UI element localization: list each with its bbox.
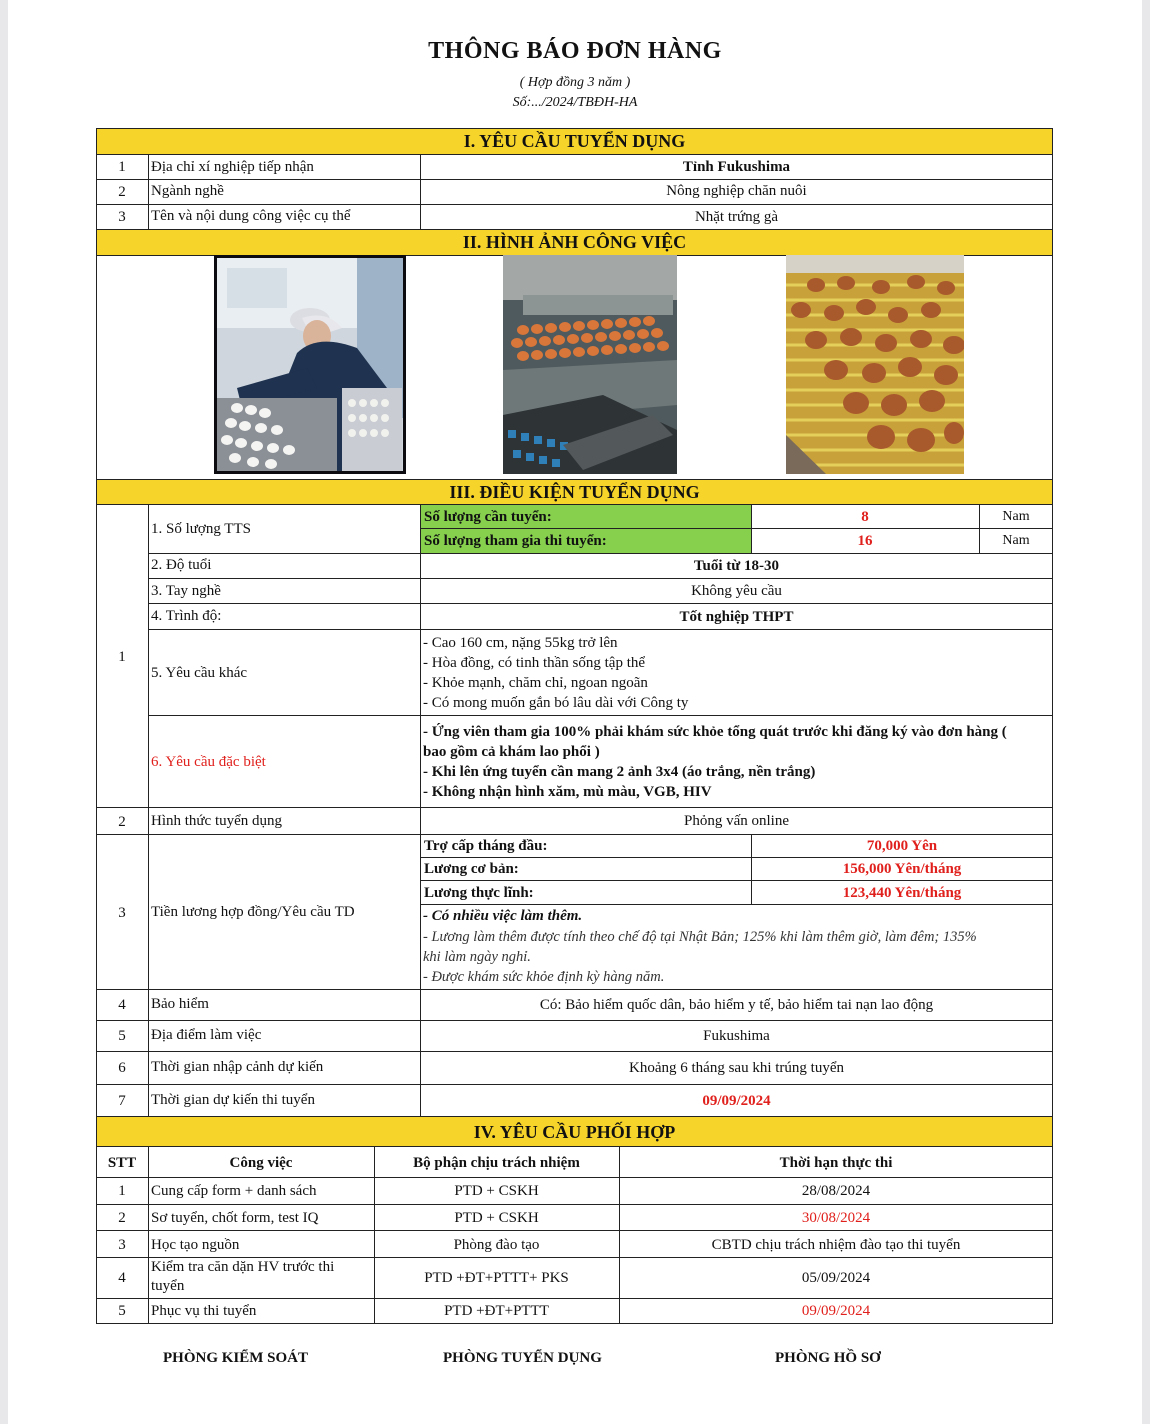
table-row-number: 3 (118, 1237, 126, 1253)
tts-label: 1. Số lượng TTS (151, 521, 251, 537)
net-salary-value: 123,440 Yên/tháng (842, 885, 962, 901)
table-row-dept: PTD + CSKH (454, 1183, 539, 1199)
table-row-deadline: 28/08/2024 (801, 1183, 871, 1199)
form-value: Phỏng vấn online (684, 813, 789, 829)
row-value: Tỉnh Fukushima (682, 159, 791, 175)
overtime-title: - Có nhiều việc làm thêm. (423, 908, 583, 924)
signature-control-dept: PHÒNG KIỂM SOÁT (163, 1350, 309, 1366)
table-row-dept: Phòng đào tạo (453, 1237, 540, 1253)
special-item: - Không nhận hình xăm, mù màu, VGB, HIV (423, 784, 712, 800)
row-number: 5 (118, 1028, 126, 1044)
edu-value: Tốt nghiệp THPT (679, 609, 794, 625)
row-value: Nhặt trứng gà (694, 209, 779, 225)
entry-value: Khoảng 6 tháng sau khi trúng tuyển (629, 1060, 844, 1076)
signature-records-dept: PHÒNG HỒ SƠ (775, 1350, 881, 1366)
salary-label: Tiền lương hợp đồng/Yêu cầu TD (151, 904, 355, 920)
age-value: Tuổi từ 18-30 (693, 558, 780, 574)
skill-value: Không yêu cầu (691, 583, 782, 599)
base-salary-value: 156,000 Yên/tháng (842, 861, 962, 877)
table-row-task: Học tạo nguồn (151, 1237, 240, 1253)
table-row-number: 1 (118, 1183, 126, 1199)
row-number: 6 (118, 1060, 126, 1076)
work-photo-worker (214, 255, 406, 474)
other-label: 5. Yêu cầu khác (151, 665, 248, 681)
special-label: 6. Yêu cầu đặc biệt (151, 754, 266, 770)
edu-label: 4. Trình độ: (151, 608, 222, 624)
column-header-task: Công việc (229, 1155, 293, 1171)
special-item: bao gồm cả khám lao phổi ) (423, 744, 600, 760)
exam-label: Số lượng tham gia thi tuyển: (424, 533, 607, 549)
age-label: 2. Độ tuổi (151, 557, 212, 573)
table-row-task: Sơ tuyển, chốt form, test IQ (151, 1210, 319, 1226)
special-item: - Khi lên ứng tuyển cần mang 2 ảnh 3x4 (áo trắng, nền trắng) (423, 764, 816, 780)
overtime-line: - Lương làm thêm được tính theo chế độ tại Nhật Bản; 125% khi làm thêm giờ, làm đêm; 135% (423, 929, 977, 945)
form-label: Hình thức tuyển dụng (151, 813, 283, 829)
row-label: Ngành nghề (151, 183, 224, 199)
row-label: Tên và nội dung công việc cụ thể (151, 208, 351, 224)
document-title: THÔNG BÁO ĐƠN HÀNG (428, 38, 722, 64)
work-photo-sorting-machine (503, 255, 677, 474)
overtime-line: - Được khám sức khỏe định kỳ hàng năm. (423, 969, 665, 985)
row-value: Nông nghiệp chăn nuôi (666, 183, 807, 199)
need-value: 8 (861, 509, 869, 525)
other-item: - Hòa đồng, có tinh thần sống tập thể (423, 655, 646, 671)
table-row-task: Kiểm tra căn dặn HV trước thi (151, 1259, 335, 1275)
table-row-dept: PTD +ĐT+PTTT+ PKS (424, 1270, 569, 1286)
other-item: - Cao 160 cm, nặng 55kg trở lên (423, 635, 618, 651)
column-header-dept: Bộ phận chịu trách nhiệm (413, 1155, 580, 1171)
document-number: Số:.../2024/TBĐH-HA (512, 95, 638, 110)
need-label: Số lượng cần tuyển: (424, 509, 552, 525)
base-salary-label: Lương cơ bản: (424, 861, 519, 877)
row-number: 7 (118, 1093, 126, 1109)
row-number: 2 (118, 814, 126, 830)
entry-label: Thời gian nhập cảnh dự kiến (151, 1059, 324, 1075)
row-number: 2 (118, 184, 126, 200)
table-row-task: tuyển (151, 1278, 185, 1294)
section4-heading: IV. YÊU CẦU PHỐI HỢP (96, 1116, 1053, 1147)
other-item: - Có mong muốn gắn bó lâu dài với Công ty (423, 695, 689, 711)
row-number: 1 (118, 159, 126, 175)
table-row-number: 2 (118, 1210, 126, 1226)
table-row-deadline: 09/09/2024 (801, 1303, 871, 1319)
table-row-task: Cung cấp form + danh sách (151, 1183, 317, 1199)
signature-recruitment-dept: PHÒNG TUYỂN DỤNG (443, 1350, 602, 1366)
allowance-label: Trợ cấp tháng đầu: (424, 838, 548, 854)
allowance-value: 70,000 Yên (866, 838, 938, 854)
place-label: Địa điểm làm việc (151, 1027, 262, 1043)
contract-term: ( Hợp đồng 3 năm ) (519, 75, 631, 90)
section2-heading: II. HÌNH ẢNH CÔNG VIỆC (96, 229, 1053, 256)
section1-heading: I. YÊU CẦU TUYỂN DỤNG (96, 128, 1053, 155)
table-row-dept: PTD +ĐT+PTTT (444, 1303, 549, 1319)
exam-unit: Nam (1002, 533, 1030, 548)
skill-label: 3. Tay nghề (151, 583, 221, 599)
column-header-stt: STT (107, 1155, 137, 1171)
table-row-dept: PTD + CSKH (454, 1210, 539, 1226)
row-number: 3 (118, 209, 126, 225)
table-row-task: Phục vụ thi tuyển (151, 1303, 257, 1319)
insurance-value: Có: Bảo hiểm quốc dân, bảo hiểm y tế, bảo hiểm tai nạn lao động (539, 997, 934, 1013)
section3-heading: III. ĐIỀU KIỆN TUYỂN DỤNG (96, 479, 1053, 505)
examdate-value: 09/09/2024 (702, 1093, 771, 1109)
net-salary-label: Lương thực lĩnh: (424, 885, 534, 901)
row-label: Địa chỉ xí nghiệp tiếp nhận (151, 159, 314, 175)
other-item: - Khỏe mạnh, chăm chỉ, ngoan ngoãn (423, 675, 648, 691)
need-unit: Nam (1002, 509, 1030, 524)
overtime-line: khi làm ngày nghỉ. (423, 949, 531, 965)
table-row-deadline: 05/09/2024 (801, 1270, 871, 1286)
exam-value: 16 (857, 533, 873, 549)
insurance-label: Bảo hiểm (151, 996, 209, 1012)
table-row-number: 4 (118, 1270, 126, 1286)
table-row-number: 5 (118, 1303, 126, 1319)
group-number: 1 (118, 649, 126, 665)
place-value: Fukushima (703, 1028, 770, 1044)
table-row-deadline: CBTD chịu trách nhiệm đào tạo thi tuyển (711, 1237, 961, 1253)
row-number: 3 (118, 905, 126, 921)
table-row-deadline: 30/08/2024 (801, 1210, 871, 1226)
special-item: - Ứng viên tham gia 100% phải khám sức khỏe tổng quát trước khi đăng ký vào đơn hàng ( (423, 724, 1007, 740)
work-photo-egg-conveyor (786, 255, 964, 474)
column-header-deadline: Thời hạn thực thi (779, 1155, 893, 1171)
examdate-label: Thời gian dự kiến thi tuyển (151, 1092, 315, 1108)
row-number: 4 (118, 997, 126, 1013)
